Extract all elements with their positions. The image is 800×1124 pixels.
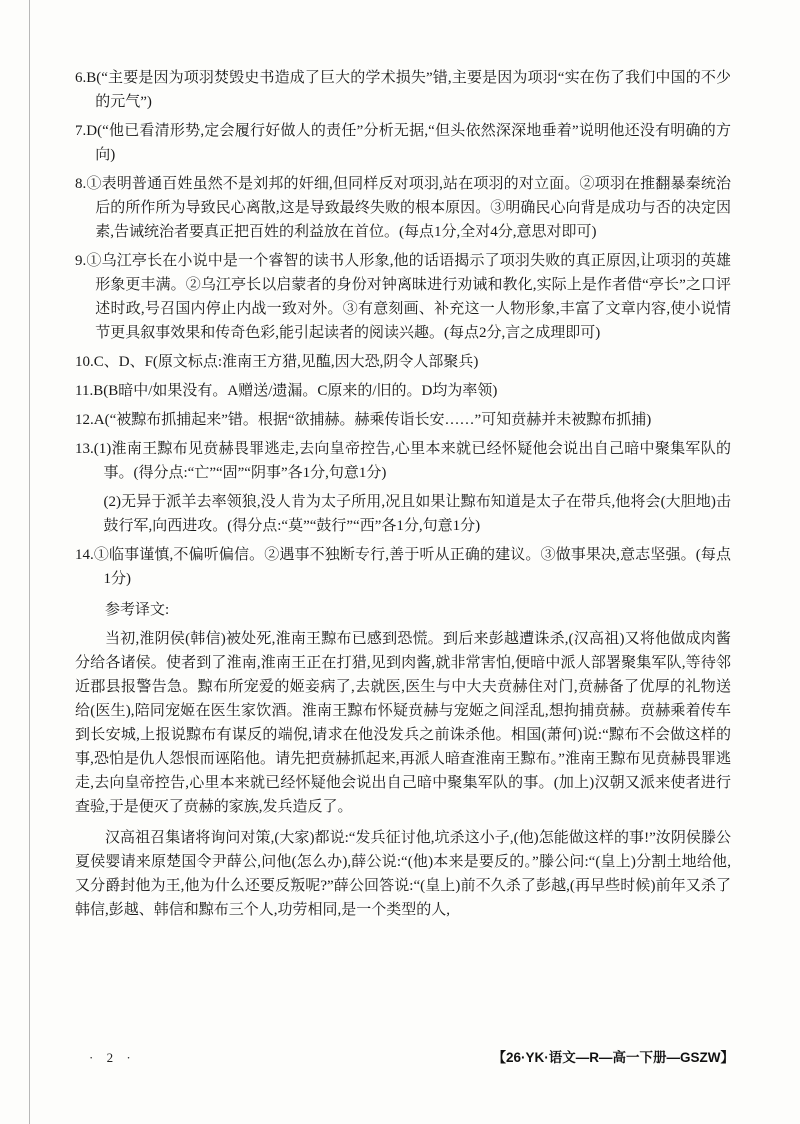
answer-item-7: 7.D(“他已看清形势,定会履行好做人的责任”分析无据,“但头依然深深地垂着”说明他还没有明确的方向) bbox=[75, 123, 731, 163]
answer-item-6: 6.B(“主要是因为项羽焚毁史书造成了巨大的学术损失”错,主要是因为项羽“实在伤了我们中国的不少的元气”) bbox=[75, 70, 731, 110]
page-footer bbox=[75, 1046, 734, 1066]
answer-item-8: 8.①表明普通百姓虽然不是刘邦的奸细,但同样反对项羽,站在项羽的对立面。②项羽在推翻暴秦统治后的所作所为导致民心离散,这是导致最终失败的根本原因。③明确民心向背是成功与否的决定因素,告诫统治者要真正把百姓的利益放在首位。(每点1分,全对4分,意思对即可) bbox=[75, 176, 731, 240]
answer-item-10: 10.C、D、F(原文标点:淮南王方猎,见醢,因大恐,阴令人部聚兵) bbox=[75, 354, 479, 370]
answer-key-content bbox=[75, 66, 731, 929]
answer-item-12: 12.A(“被黥布抓捕起来”错。根据“欲捕赫。赫乘传诣长安……”可知贲赫并未被黥布抓捕) bbox=[75, 412, 652, 428]
answer-item-14: 14.①临事谨慎,不偏听偏信。②遇事不独断专行,善于听从正确的建议。③做事果决,意志坚强。(每点1分) bbox=[75, 547, 731, 587]
answer-item-13-part-1: 13.(1)淮南王黥布见贲赫畏罪逃走,去向皇帝控告,心里本来就已经怀疑他会说出自己暗中聚集军队的事。(得分点:“亡”“固”“阴事”各1分,句意1分) bbox=[75, 441, 731, 481]
answer-item-11: 11.B(B暗中/如果没有。A赠送/遗漏。C原来的/旧的。D均为率领) bbox=[75, 383, 498, 399]
scan-binding-line bbox=[29, 0, 30, 1124]
page-number: · 2 · bbox=[89, 1050, 136, 1065]
translation-paragraph-1: 当初,淮阴侯(韩信)被处死,淮南王黥布已感到恐慌。到后来彭越遭诛杀,(汉高祖)又将他做成肉酱分给各诸侯。使者到了淮南,淮南王正在打猎,见到肉酱,就非常害怕,便暗中派人部署聚集军队,等待邻近郡县报警告急。黥布所宠爱的姬妾病了,去就医,医生与中大夫贲赫住对门,贲赫备了优厚的礼物送给(医生),陪同宠姬在医生家饮酒。淮南王黥布怀疑贲赫与宠姬之间淫乱,想拘捕贲赫。贲赫乘着传车到长安城,上报说黥布有谋反的端倪,请求在他没发兵之前诛杀他。相国(萧何)说:“黥布不会做这样的事,恐怕是仇人怨恨而诬陷他。请先把贲赫抓起来,再派人暗查淮南王黥布。”淮南王黥布见贲赫畏罪逃走,去向皇帝控告,心里本来就已经怀疑他会说出自己暗中聚集军队的事。(加上)汉朝又派来使者进行查验,于是便灭了贲赫的家族,发兵造反了。 bbox=[75, 631, 731, 815]
translation-heading: 参考译文: bbox=[105, 602, 170, 618]
answer-item-13 bbox=[75, 437, 731, 538]
translation-paragraph-2: 汉高祖召集诸将询问对策,(大家)都说:“发兵征讨他,坑杀这小子,(他)怎能做这样的事!”汝阴侯滕公夏侯婴请来原楚国令尹薛公,问他(怎么办),薛公说:“(他)本来是要反的。”滕公问:“(皇上)分割土地给他,又分爵封他为王,他为什么还要反叛呢?”薛公回答说:“(皇上)前不久杀了彭越,(再早些时候)前年又杀了韩信,彭越、韩信和黥布三个人,功劳相同,是一个类型的人, bbox=[75, 830, 731, 918]
answer-item-9: 9.①乌江亭长在小说中是一个睿智的读书人形象,他的话语揭示了项羽失败的真正原因,让项羽的英雄形象更丰满。②乌江亭长以启蒙者的身份对钟离昧进行劝诫和教化,实际上是作者借“亭长”之口评述时政,号召国内停止内战一致对外。③有意刻画、补充这一人物形象,丰富了文章内容,使小说情节更具叙事效果和传奇色彩,能引起读者的阅读兴趣。(每点2分,言之成理即可) bbox=[75, 253, 731, 341]
footer-code: 【26·YK·语文—R—高一下册—GSZW】 bbox=[492, 1050, 734, 1065]
answer-item-13-part-2: (2)无异于派羊去率领狼,没人肯为太子所用,况且如果让黥布知道是太子在带兵,他将会(大胆地)击鼓行军,向西进攻。(得分点:“莫”“鼓行”“西”各1分,句意1分) bbox=[103, 494, 731, 534]
